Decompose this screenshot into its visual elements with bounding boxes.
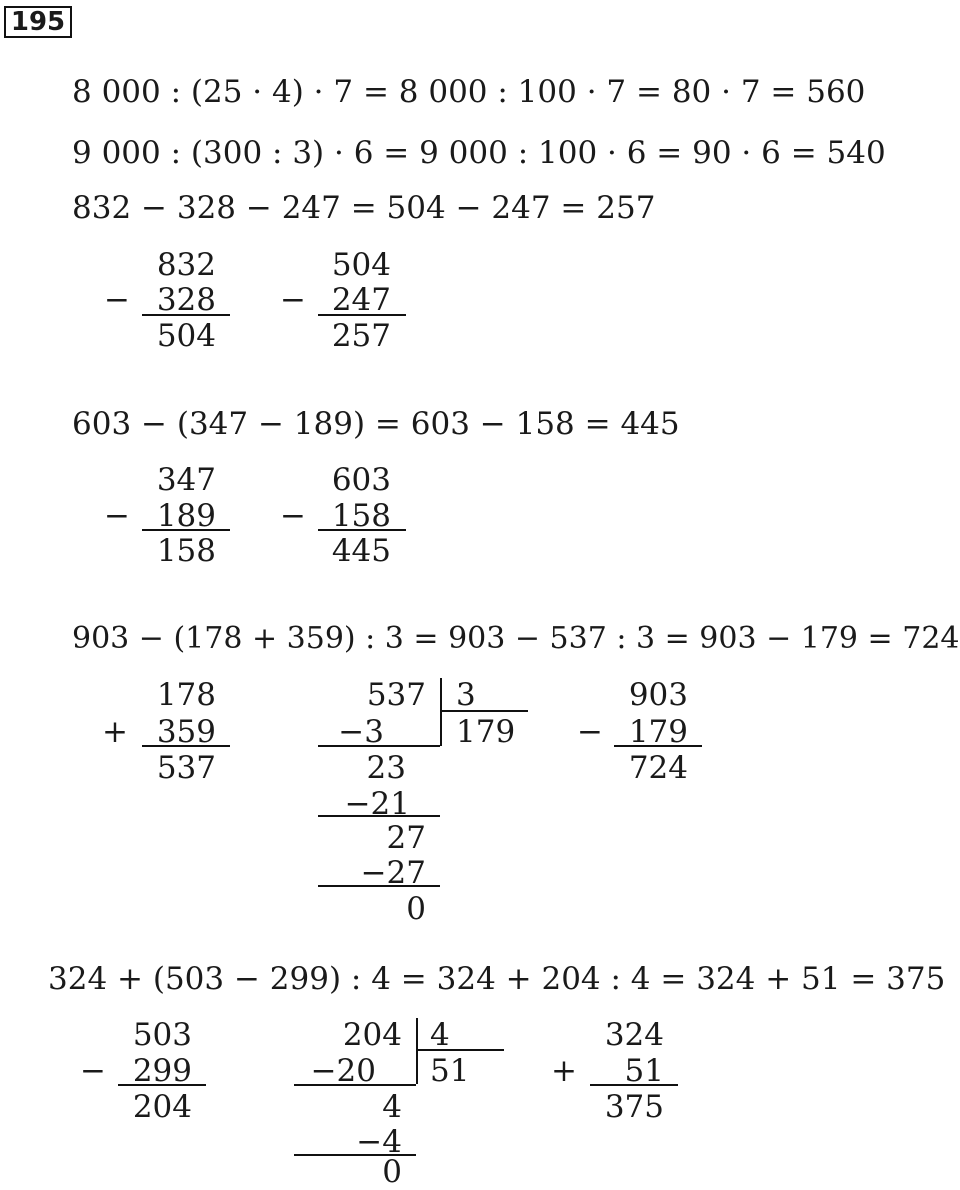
expression-line: 324 + (503 − 299) : 4 = 324 + 204 : 4 = 324 + 51 = 375 [48, 961, 946, 997]
dividend: 204 [342, 1017, 402, 1053]
addend: 51 [624, 1053, 664, 1089]
final-remainder: 0 [406, 891, 426, 927]
expression-line: 603 − (347 − 189) = 603 − 158 = 445 [72, 406, 680, 442]
difference: 445 [331, 533, 391, 569]
subtrahend: 179 [628, 714, 688, 750]
minuend: 603 [331, 462, 391, 498]
divisor-underline [440, 710, 528, 712]
remainder-step: 23 [366, 750, 406, 786]
addend: 359 [156, 714, 216, 750]
plus-sign: + [102, 714, 128, 750]
minuend: 832 [156, 247, 216, 283]
result-line [142, 314, 230, 316]
minuend: 903 [628, 677, 688, 713]
remainder-step: 4 [382, 1089, 402, 1125]
addend: 324 [604, 1017, 664, 1053]
minus-sign: − [280, 498, 306, 534]
partial-product: −27 [360, 855, 426, 891]
division-bar [416, 1018, 418, 1084]
difference: 504 [156, 318, 216, 354]
division-bar [440, 678, 442, 746]
difference: 257 [331, 318, 391, 354]
expression-line: 903 − (178 + 359) : 3 = 903 − 537 : 3 = 903 − 179 = 724 [72, 621, 960, 656]
difference: 158 [156, 533, 216, 569]
step-line [294, 1084, 416, 1086]
difference: 724 [628, 750, 688, 786]
step-line [318, 745, 440, 747]
result-line [614, 745, 702, 747]
subtrahend: 328 [156, 282, 216, 318]
partial-product: −20 [310, 1053, 376, 1089]
expression-line: 832 − 328 − 247 = 504 − 247 = 257 [72, 190, 656, 226]
result-line [142, 745, 230, 747]
quotient: 179 [456, 714, 516, 750]
minuend: 347 [156, 462, 216, 498]
divisor: 3 [456, 677, 476, 713]
minuend: 504 [331, 247, 391, 283]
quotient: 51 [430, 1053, 470, 1089]
subtrahend: 299 [132, 1053, 192, 1089]
sum: 537 [156, 750, 216, 786]
step-line [318, 815, 440, 817]
minus-sign: − [80, 1053, 106, 1089]
result-line [318, 529, 406, 531]
minus-sign: − [577, 714, 603, 750]
plus-sign: + [551, 1053, 577, 1089]
result-line [118, 1084, 206, 1086]
minus-sign: − [104, 498, 130, 534]
subtrahend: 247 [331, 282, 391, 318]
minus-sign: − [104, 282, 130, 318]
partial-product: −21 [344, 786, 410, 822]
result-line [142, 529, 230, 531]
sum: 375 [604, 1089, 664, 1125]
subtrahend: 158 [331, 498, 391, 534]
partial-product: −4 [356, 1124, 402, 1160]
remainder-step: 27 [386, 820, 426, 856]
minuend: 503 [132, 1017, 192, 1053]
difference: 204 [132, 1089, 192, 1125]
result-line [318, 314, 406, 316]
expression-line: 9 000 : (300 : 3) · 6 = 9 000 : 100 · 6 = 90 · 6 = 540 [72, 135, 886, 171]
addend: 178 [156, 677, 216, 713]
divisor: 4 [430, 1017, 450, 1053]
problem-number: 195 [4, 6, 72, 38]
subtrahend: 189 [156, 498, 216, 534]
step-line [318, 885, 440, 887]
minus-sign: − [280, 282, 306, 318]
divisor-underline [416, 1049, 504, 1051]
dividend: 537 [366, 677, 426, 713]
final-remainder: 0 [382, 1154, 402, 1190]
expression-line: 8 000 : (25 · 4) · 7 = 8 000 : 100 · 7 = 80 · 7 = 560 [72, 74, 866, 110]
partial-product: −3 [338, 714, 384, 750]
result-line [590, 1084, 678, 1086]
